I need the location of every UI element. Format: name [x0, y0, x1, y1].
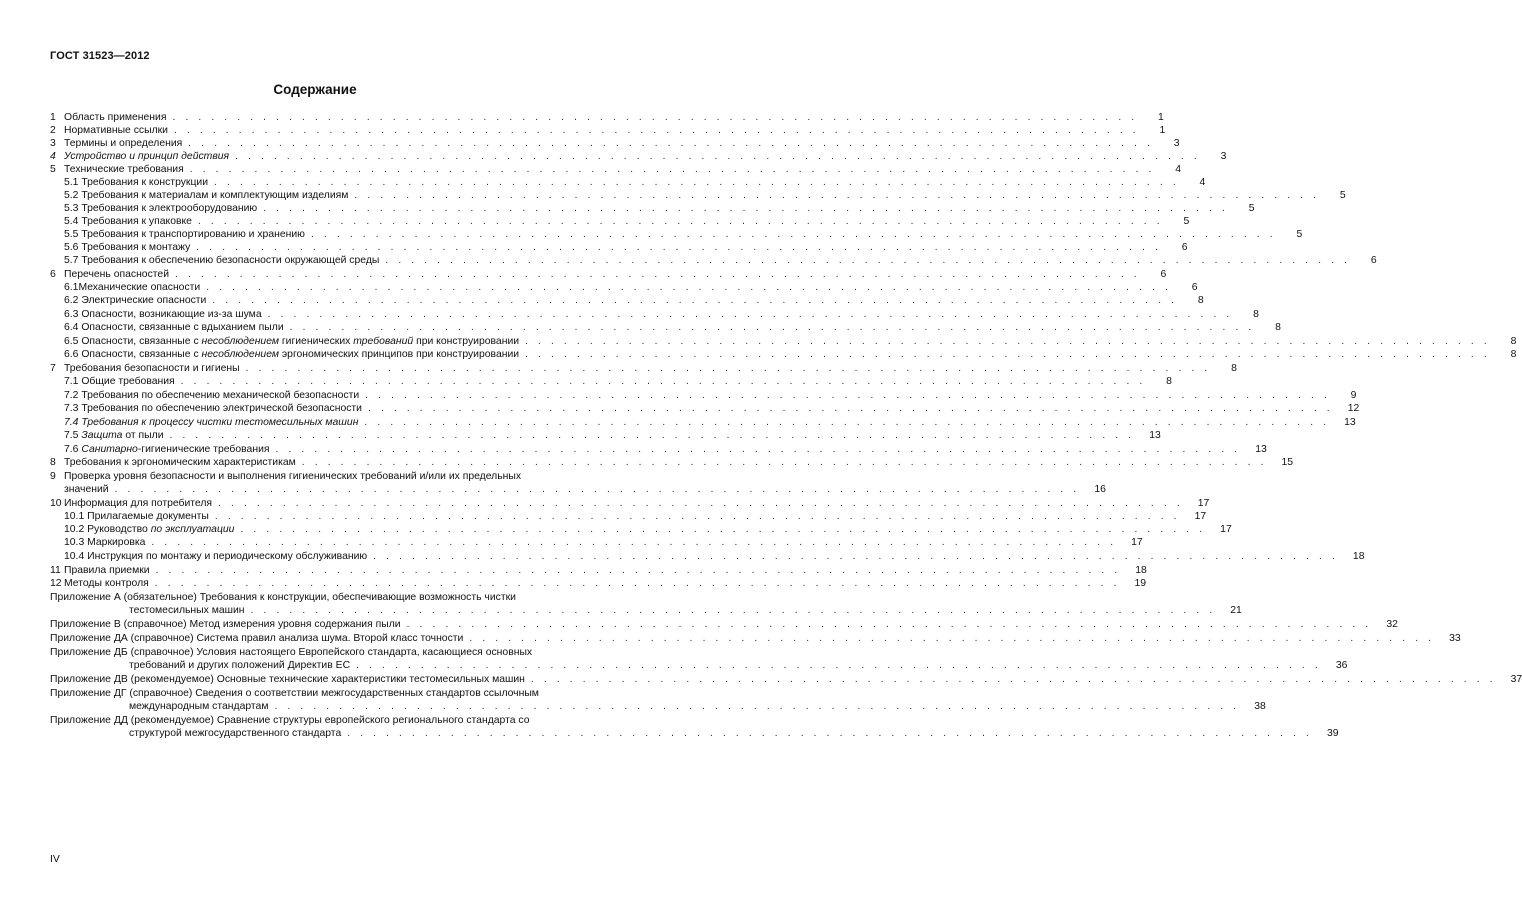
toc-entry[interactable] [64, 150, 1227, 163]
toc-page-number: 21 [1230, 605, 1242, 616]
toc-entry[interactable] [50, 673, 1522, 686]
toc-entry-title: Приложение ДД (рекомендуемое) Сравнение структуры европейского регионального стандарта со [50, 715, 530, 726]
leader-dots: . . . . . . . . . . . . . . . . . . . . . . . . . . . . . . . . . . . . . . . . . . . . . . . . . . . . . . . . . . . . . . . . . . . . . . . . . . . [189, 164, 1156, 176]
leader-dots: . . . . . . . . . . . . . . . . . . . . . . . . . . . . . . . . . . . . . . . . . . . . . . . . . . . . . . . . . . . . . . . . . . . . . . . . . . . [155, 565, 1121, 577]
page-number-footer: IV [50, 854, 60, 865]
toc-entry-title: Требования безопасности и гигиены [64, 363, 240, 374]
toc-number: 12 [50, 578, 62, 589]
leader-dots: . . . . . . . . . . . . . . . . . . . . . . . . . . . . . . . . . . . . . . . . . . . . . . . . . . . . . . . . . . . . . . . . . . . . . . . . . . . [151, 537, 1117, 549]
document-header: ГОСТ 31523—2012 [50, 50, 150, 62]
toc-entry[interactable] [64, 577, 1147, 590]
toc-entry-title: 7.2 Требования по обеспечению механической безопасности [64, 390, 360, 401]
leader-dots: . . . . . . . . . . . . . . . . . . . . . . . . . . . . . . . . . . . . . . . . . . . . . . . . . . . . . . . . . . . . . . . . . . . . . . . . . . . [469, 633, 1435, 645]
toc-entry-title: 6.6 Опасности, связанные с несоблюдением эргономических принципов при конструировании [64, 349, 520, 360]
leader-dots: . . . . . . . . . . . . . . . . . . . . . . . . . . . . . . . . . . . . . . . . . . . . . . . . . . . . . . . . . . . . . . . . . . . . . . . . . . . [197, 216, 1164, 228]
leader-dots: . . . . . . . . . . . . . . . . . . . . . . . . . . . . . . . . . . . . . . . . . . . . . . . . . . . . . . . . . . . . . . . . . . . . . . . . . . . [196, 242, 1162, 254]
toc-page-number: 18 [1352, 551, 1365, 562]
leader-dots: . . . . . . . . . . . . . . . . . . . . . . . . . . . . . . . . . . . . . . . . . . . . . . . . . . . . . . . . . . . . . . . . . . . . . . . . . . . [385, 255, 1351, 267]
toc-entry[interactable] [64, 228, 1303, 241]
toc-entry[interactable] [64, 510, 1207, 523]
toc-entry[interactable] [64, 375, 1172, 388]
toc-page-number: 36 [1335, 660, 1348, 671]
toc-entry[interactable] [64, 402, 1360, 415]
toc-page-number: 4 [1199, 177, 1206, 188]
leader-dots: . . . . . . . . . . . . . . . . . . . . . . . . . . . . . . . . . . . . . . . . . . . . . . . . . . . . . . . . . . . . . . . . . . . . . . . . . . . [354, 190, 1320, 202]
toc-page-number: 5 [1339, 190, 1346, 201]
toc-page-number: 8 [1510, 336, 1517, 347]
toc-page-number: 15 [1281, 457, 1294, 468]
toc-entry[interactable] [64, 111, 1164, 124]
leader-dots: . . . . . . . . . . . . . . . . . . . . . . . . . . . . . . . . . . . . . . . . . . . . . . . . . . . . . . . . . . . . . . . . . . . . . . . . . . . [206, 282, 1172, 294]
leader-dots: . . . . . . . . . . . . . . . . . . . . . . . . . . . . . . . . . . . . . . . . . . . . . . . . . . . . . . . . . . . . . . . . . . . . . . . . . . . [212, 295, 1178, 307]
toc-entry-title: Перечень опасностей [64, 269, 170, 280]
leader-dots: . . . . . . . . . . . . . . . . . . . . . . . . . . . . . . . . . . . . . . . . . . . . . . . . . . . . . . . . . . . . . . . . . . . . . . . . . . . [356, 660, 1322, 672]
toc-number: 2 [50, 125, 56, 136]
toc-entry-title: 10.1 Прилагаемые документы [64, 511, 209, 522]
leader-dots: . . . . . . . . . . . . . . . . . . . . . . . . . . . . . . . . . . . . . . . . . . . . . . . . . . . . . . . . . . . . . . . . . . . . . . . . . . . [275, 444, 1241, 456]
toc-entry[interactable] [64, 497, 1210, 510]
toc-page-number: 18 [1135, 565, 1147, 576]
toc-entry-title: 10.2 Руководство по эксплуатации [64, 524, 235, 535]
toc-entry[interactable] [64, 163, 1182, 176]
toc-page-number: 4 [1175, 164, 1182, 175]
toc-entry[interactable] [64, 241, 1188, 254]
toc-page-number: 8 [1253, 309, 1259, 320]
leader-dots: . . . . . . . . . . . . . . . . . . . . . . . . . . . . . . . . . . . . . . . . . . . . . . . . . . . . . . . . . . . . . . . . . . . . . . . . . . . [365, 390, 1331, 402]
toc-entry-title: 10.4 Инструкция по монтажу и периодическому обслуживанию [64, 551, 368, 562]
toc-page-number: 16 [1094, 484, 1106, 495]
toc-number: 7 [50, 363, 56, 374]
toc-entry[interactable] [129, 727, 1339, 740]
toc-page-number: 8 [1231, 363, 1237, 374]
toc-entry-title: 7.5 Защита от пыли [64, 430, 164, 441]
toc-number: 3 [50, 138, 56, 149]
toc-entry[interactable] [64, 443, 1267, 456]
toc-page-number: 5 [1248, 203, 1255, 214]
toc-page-number: 5 [1296, 229, 1303, 240]
toc-entry-title: 7.6 Санитарно-гигиенические требования [64, 444, 270, 455]
toc-entry-title: 5.5 Требования к транспортированию и хранению [64, 229, 305, 240]
toc-entry[interactable] [64, 294, 1204, 307]
toc-entry-title: Технические требования [64, 164, 184, 175]
leader-dots: . . . . . . . . . . . . . . . . . . . . . . . . . . . . . . . . . . . . . . . . . . . . . . . . . . . . . . . . . . . . . . . . . . . . . . . . . . . [175, 269, 1141, 281]
leader-dots: . . . . . . . . . . . . . . . . . . . . . . . . . . . . . . . . . . . . . . . . . . . . . . . . . . . . . . . . . . . . . . . . . . . . . . . . . . . [250, 605, 1216, 617]
toc-entry[interactable] [50, 632, 1461, 645]
toc-entry[interactable] [129, 604, 1242, 617]
leader-dots: . . . . . . . . . . . . . . . . . . . . . . . . . . . . . . . . . . . . . . . . . . . . . . . . . . . . . . . . . . . . . . . . . . . . . . . . . . . [301, 457, 1268, 469]
toc-entry[interactable] [64, 321, 1281, 334]
toc-entry-title: 7.1 Общие требования [64, 376, 175, 387]
toc-entry-title: Приложение ДБ (справочное) Условия настоящего Европейского стандарта, касающиеся основных [50, 647, 533, 658]
toc-entry-title: 5.6 Требования к монтажу [64, 242, 191, 253]
toc-entry-title: 6.3 Опасности, возникающие из-за шума [64, 309, 262, 320]
toc-entry[interactable] [64, 483, 1106, 496]
leader-dots: . . . . . . . . . . . . . . . . . . . . . . . . . . . . . . . . . . . . . . . . . . . . . . . . . . . . . . . . . . . . . . . . . . . . . . . . . . . [214, 511, 1181, 523]
toc-entry[interactable] [64, 348, 1517, 361]
toc-page-number: 8 [1197, 295, 1204, 306]
leader-dots: . . . . . . . . . . . . . . . . . . . . . . . . . . . . . . . . . . . . . . . . . . . . . . . . . . . . . . . . . . . . . . . . . . . . . . . . . . . [406, 619, 1372, 631]
toc-entry-title: Нормативные ссылки [64, 125, 168, 136]
toc-entry-title: 5.3 Требования к электрооборудованию [64, 203, 258, 214]
toc-entry-title: Требования к эргономическим характеристикам [64, 457, 296, 468]
toc-entry-title: 6.4 Опасности, связанные с вдыханием пыли [64, 322, 284, 333]
toc-entry[interactable] [64, 176, 1206, 189]
toc-entry[interactable] [64, 268, 1167, 281]
leader-dots: . . . . . . . . . . . . . . . . . . . . . . . . . . . . . . . . . . . . . . . . . . . . . . . . . . . . . . . . . . . . . . . . . . . . . . . . . . . [169, 430, 1135, 442]
leader-dots: . . . . . . . . . . . . . . . . . . . . . . . . . . . . . . . . . . . . . . . . . . . . . . . . . . . . . . . . . . . . . . . . . . . . . . . . . . . [263, 203, 1229, 215]
leader-dots: . . . . . . . . . . . . . . . . . . . . . . . . . . . . . . . . . . . . . . . . . . . . . . . . . . . . . . . . . . . . . . . . . . . . . . . . . . . [114, 484, 1080, 496]
toc-entry-title: Термины и определения [64, 138, 183, 149]
toc-number: 8 [50, 457, 56, 468]
toc-entry-title-continued: требований и других положений Директив ЕС [129, 660, 351, 671]
toc-entry[interactable] [64, 281, 1198, 294]
toc-page-number: 17 [1220, 524, 1232, 535]
leader-dots: . . . . . . . . . . . . . . . . . . . . . . . . . . . . . . . . . . . . . . . . . . . . . . . . . . . . . . . . . . . . . . . . . . . . . . . . . . . [267, 309, 1233, 321]
toc-entry[interactable] [64, 335, 1517, 348]
toc-page-number: 1 [1159, 125, 1166, 136]
toc-page-number: 19 [1134, 578, 1147, 589]
toc-entry[interactable] [64, 137, 1180, 150]
toc-number: 1 [50, 112, 56, 123]
toc-page-number: 5 [1183, 216, 1190, 227]
leader-dots: . . . . . . . . . . . . . . . . . . . . . . . . . . . . . . . . . . . . . . . . . . . . . . . . . . . . . . . . . . . . . . . . . . . . . . . . . . . [530, 674, 1497, 686]
toc-entry-title: 7.4 Требования к процессу чистки тестомесильных машин [64, 417, 359, 428]
toc-number: 5 [50, 164, 56, 175]
toc-entry-title: 5.4 Требования к упаковке [64, 216, 192, 227]
toc-entry[interactable] [64, 254, 1377, 267]
leader-dots: . . . . . . . . . . . . . . . . . . . . . . . . . . . . . . . . . . . . . . . . . . . . . . . . . . . . . . . . . . . . . . . . . . . . . . . . . . . [214, 177, 1180, 189]
leader-dots: . . . . . . . . . . . . . . . . . . . . . . . . . . . . . . . . . . . . . . . . . . . . . . . . . . . . . . . . . . . . . . . . . . . . . . . . . . . [274, 701, 1240, 713]
toc-entry-title-continued: значений [64, 484, 109, 495]
toc-page-number: 6 [1160, 269, 1167, 280]
leader-dots: . . . . . . . . . . . . . . . . . . . . . . . . . . . . . . . . . . . . . . . . . . . . . . . . . . . . . . . . . . . . . . . . . . . . . . . . . . . [367, 403, 1334, 415]
toc-entry-title: Приложение ДГ (справочное) Сведения о соответствии межгосударственных стандартов ссылочным [50, 688, 539, 699]
toc-number: 6 [50, 269, 56, 280]
toc-entry[interactable] [64, 215, 1190, 228]
leader-dots: . . . . . . . . . . . . . . . . . . . . . . . . . . . . . . . . . . . . . . . . . . . . . . . . . . . . . . . . . . . . . . . . . . . . . . . . . . . [240, 524, 1206, 536]
toc-entry[interactable] [64, 550, 1365, 563]
toc-page-number: 32 [1386, 619, 1398, 630]
leader-dots: . . . . . . . . . . . . . . . . . . . . . . . . . . . . . . . . . . . . . . . . . . . . . . . . . . . . . . . . . . . . . . . . . . . . . . . . . . . [364, 417, 1330, 429]
toc-page-number: 13 [1344, 417, 1356, 428]
toc-number: 4 [50, 151, 56, 162]
toc-entry-title: 10.3 Маркировка [64, 537, 146, 548]
leader-dots: . . . . . . . . . . . . . . . . . . . . . . . . . . . . . . . . . . . . . . . . . . . . . . . . . . . . . . . . . . . . . . . . . . . . . . . . . . . [289, 322, 1255, 334]
toc-entry-title: Область применения [64, 112, 167, 123]
toc-entry[interactable] [64, 362, 1237, 375]
toc-entry-title: Приложение ДА (справочное) Система правил анализа шума. Второй класс точности [50, 633, 464, 644]
toc-entry-title-continued: структурой межгосударственного стандарта [129, 728, 342, 739]
toc-entry-title: Проверка уровня безопасности и выполнения гигиенических требований и/или их предельных [64, 471, 522, 482]
toc-entry-title: Приложение А (обязательное) Требования к конструкции, обеспечивающие возможность чистки [50, 592, 516, 603]
toc-number: 9 [50, 471, 56, 482]
leader-dots: . . . . . . . . . . . . . . . . . . . . . . . . . . . . . . . . . . . . . . . . . . . . . . . . . . . . . . . . . . . . . . . . . . . . . . . . . . . [154, 578, 1121, 590]
toc-entry-title: Приложение ДВ (рекомендуемое) Основные технические характеристики тестомесильных машин [50, 674, 525, 685]
toc-entry-title: Устройство и принцип действия [64, 151, 230, 162]
toc-page-number: 1 [1157, 112, 1164, 123]
toc-entry[interactable] [64, 536, 1143, 549]
leader-dots: . . . . . . . . . . . . . . . . . . . . . . . . . . . . . . . . . . . . . . . . . . . . . . . . . . . . . . . . . . . . . . . . . . . . . . . . . . . [347, 728, 1313, 740]
toc-entry[interactable] [64, 523, 1232, 536]
toc-entry[interactable] [129, 700, 1266, 713]
toc-entry[interactable] [64, 189, 1346, 202]
toc-page-number: 8 [1275, 322, 1281, 333]
leader-dots: . . . . . . . . . . . . . . . . . . . . . . . . . . . . . . . . . . . . . . . . . . . . . . . . . . . . . . . . . . . . . . . . . . . . . . . . . . . [173, 125, 1140, 137]
toc-page-number: 17 [1131, 537, 1143, 548]
toc-page-number: 6 [1191, 282, 1198, 293]
toc-number: 11 [50, 565, 61, 576]
leader-dots: . . . . . . . . . . . . . . . . . . . . . . . . . . . . . . . . . . . . . . . . . . . . . . . . . . . . . . . . . . . . . . . . . . . . . . . . . . . [188, 138, 1154, 150]
toc-page-number: 13 [1149, 430, 1161, 441]
toc-entry-title: Информация для потребителя [64, 498, 213, 509]
toc-entry[interactable] [64, 308, 1259, 321]
toc-number: 10 [50, 498, 62, 509]
toc-entry[interactable] [64, 429, 1161, 442]
toc-entry-title: 5.1 Требования к конструкции [64, 177, 209, 188]
toc-entry[interactable] [50, 618, 1398, 631]
toc-page-number: 6 [1181, 242, 1188, 253]
toc-page-number: 6 [1370, 255, 1377, 266]
leader-dots: . . . . . . . . . . . . . . . . . . . . . . . . . . . . . . . . . . . . . . . . . . . . . . . . . . . . . . . . . . . . . . . . . . . . . . . . . . . [310, 229, 1277, 241]
toc-page-number: 3 [1220, 151, 1227, 162]
toc-entry[interactable] [64, 564, 1147, 577]
toc-entry-title-continued: тестомесильных машин [129, 605, 245, 616]
toc-entry-title: 6.2 Электрические опасности [64, 295, 207, 306]
toc-page-number: 8 [1166, 376, 1172, 387]
toc-page-number: 3 [1173, 138, 1180, 149]
leader-dots: . . . . . . . . . . . . . . . . . . . . . . . . . . . . . . . . . . . . . . . . . . . . . . . . . . . . . . . . . . . . . . . . . . . . . . . . . . . [373, 551, 1339, 563]
toc-entry-title: 6.1Механические опасности [64, 282, 201, 293]
toc-entry[interactable] [64, 124, 1166, 137]
leader-dots: . . . . . . . . . . . . . . . . . . . . . . . . . . . . . . . . . . . . . . . . . . . . . . . . . . . . . . . . . . . . . . . . . . . . . . . . . . . [180, 376, 1146, 388]
toc-entry[interactable] [64, 202, 1255, 215]
leader-dots: . . . . . . . . . . . . . . . . . . . . . . . . . . . . . . . . . . . . . . . . . . . . . . . . . . . . . . . . . . . . . . . . . . . . . . . . . . . [245, 363, 1211, 375]
toc-page-number: 37 [1510, 674, 1522, 685]
toc-page-number: 17 [1197, 498, 1210, 509]
toc-entry-title: 5.7 Требования к обеспечению безопасности окружающей среды [64, 255, 380, 266]
page-title: Содержание [273, 82, 357, 97]
toc-page-number: 33 [1449, 633, 1461, 644]
toc-page-number: 17 [1194, 511, 1207, 522]
toc-page-number: 12 [1347, 403, 1360, 414]
toc-entry-title: Правила приемки [64, 565, 150, 576]
toc-page-number: 13 [1255, 444, 1267, 455]
toc-page-number: 9 [1350, 390, 1357, 401]
toc-page-number: 39 [1326, 728, 1339, 739]
leader-dots: . . . . . . . . . . . . . . . . . . . . . . . . . . . . . . . . . . . . . . . . . . . . . . . . . . . . . . . . . . . . . . . . . . . . . . . . . . . [525, 336, 1491, 348]
leader-dots: . . . . . . . . . . . . . . . . . . . . . . . . . . . . . . . . . . . . . . . . . . . . . . . . . . . . . . . . . . . . . . . . . . . . . . . . . . . [235, 151, 1201, 163]
toc-entry-title-continued: международным стандартам [129, 701, 269, 712]
toc-entry[interactable] [129, 659, 1348, 672]
toc-page-number: 8 [1510, 349, 1517, 360]
toc-entry[interactable] [64, 456, 1294, 469]
toc-entry-title: Приложение В (справочное) Метод измерения уровня содержания пыли [50, 619, 401, 630]
toc-entry-title: 5.2 Требования к материалам и комплектующим изделиям [64, 190, 349, 201]
toc-page-number: 38 [1254, 701, 1266, 712]
leader-dots: . . . . . . . . . . . . . . . . . . . . . . . . . . . . . . . . . . . . . . . . . . . . . . . . . . . . . . . . . . . . . . . . . . . . . . . . . . . [525, 349, 1491, 361]
toc-entry-title: 6.5 Опасности, связанные с несоблюдением гигиенических требований при конструировании [64, 336, 520, 347]
toc-entry[interactable] [64, 389, 1357, 402]
leader-dots: . . . . . . . . . . . . . . . . . . . . . . . . . . . . . . . . . . . . . . . . . . . . . . . . . . . . . . . . . . . . . . . . . . . . . . . . . . . [218, 498, 1184, 510]
toc-entry[interactable] [64, 416, 1356, 429]
toc-entry-title: 7.3 Требования по обеспечению электрической безопасности [64, 403, 362, 414]
leader-dots: . . . . . . . . . . . . . . . . . . . . . . . . . . . . . . . . . . . . . . . . . . . . . . . . . . . . . . . . . . . . . . . . . . . . . . . . . . . [172, 112, 1138, 124]
toc-entry-title: Методы контроля [64, 578, 149, 589]
